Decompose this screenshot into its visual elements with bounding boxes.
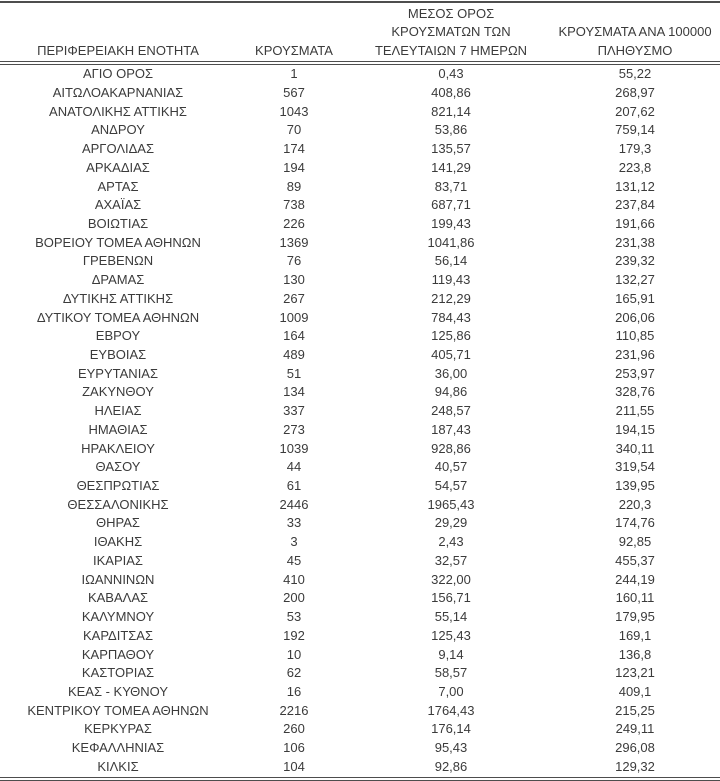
cell-per100k: 207,62: [615, 103, 655, 119]
cell-region: ΖΑΚΥΝΘΟΥ: [82, 384, 154, 400]
table-row: [0, 739, 720, 758]
cell-avg7: 135,57: [431, 141, 471, 157]
table-row: [0, 290, 720, 309]
cell-per100k: 131,12: [615, 178, 655, 194]
table-row: [0, 159, 720, 178]
cell-avg7: 322,00: [431, 571, 471, 587]
cell-per100k: 409,1: [618, 683, 652, 699]
cell-avg7: 125,43: [431, 627, 471, 643]
cell-cases: 76: [286, 253, 302, 269]
column-header-per100k: [550, 2, 720, 63]
cell-cases: 410: [283, 571, 305, 587]
cell-cases: 10: [286, 646, 302, 662]
cell-region: ΕΥΡΥΤΑΝΙΑΣ: [77, 365, 159, 381]
cell-cases: 44: [286, 459, 302, 475]
cell-avg7: 1965,43: [427, 496, 475, 512]
cell-region: ΑΝΑΤΟΛΙΚΗΣ ΑΤΤΙΚΗΣ: [49, 103, 187, 119]
cell-avg7: 405,71: [431, 347, 471, 362]
cell-avg7: 187,43: [431, 421, 471, 437]
column-header-line: ΚΡΟΥΣΜΑΤΑ ΑΝΑ 100000: [558, 24, 712, 40]
table-row: [0, 758, 720, 779]
table-row: [0, 215, 720, 234]
cell-per100k: 179,3: [618, 141, 652, 157]
cell-per100k: 194,15: [615, 421, 655, 437]
cell-per100k: 110,85: [615, 328, 655, 344]
cell-cases: 89: [286, 178, 302, 194]
cell-per100k: 211,55: [615, 403, 655, 419]
cell-per100k: 174,76: [615, 515, 655, 531]
cell-region: ΔΥΤΙΚΗΣ ΑΤΤΙΚΗΣ: [62, 290, 174, 306]
table-row: [0, 664, 720, 683]
cell-avg7: 784,43: [431, 309, 471, 325]
cell-region: ΔΡΑΜΑΣ: [91, 272, 145, 288]
cell-cases: 3: [290, 534, 298, 550]
cell-per100k: 328,76: [615, 384, 655, 400]
cell-avg7: 92,86: [352, 758, 550, 779]
cell-cases: 337: [283, 403, 305, 419]
cell-per100k: 55,22: [618, 66, 652, 82]
cell-cases: 33: [286, 515, 302, 531]
cell-region: ΑΧΑΪΑΣ: [94, 197, 142, 213]
table-row: [0, 533, 720, 552]
cell-region: ΑΙΤΩΛΟΑΚΑΡΝΑΝΙΑΣ: [52, 84, 184, 100]
table-row: [0, 421, 720, 440]
cell-per100k: 249,11: [615, 721, 655, 737]
cell-avg7: 7,00: [438, 683, 464, 699]
cell-region: ΗΡΑΚΛΕΙΟΥ: [81, 440, 155, 456]
cell-region: ΚΑΣΤΟΡΙΑΣ: [81, 665, 155, 681]
table-row: [0, 571, 720, 590]
cell-cases: 104: [236, 758, 352, 779]
cell-per100k: 123,21: [615, 665, 655, 681]
cell-per100k: 231,96: [615, 347, 655, 362]
cell-cases: 194: [283, 159, 305, 175]
cell-per100k: 206,06: [615, 309, 655, 325]
cell-cases: 130: [283, 272, 305, 288]
cell-cases: 1369: [279, 234, 309, 250]
cell-region: ΚΑΒΑΛΑΣ: [87, 590, 149, 606]
table-row: [0, 720, 720, 739]
cell-cases: 1: [290, 66, 298, 82]
table-row: [0, 140, 720, 159]
cell-per100k: 237,84: [615, 197, 655, 213]
table-row: [0, 309, 720, 328]
cell-region: ΚΕΝΤΡΙΚΟΥ ΤΟΜΕΑ ΑΘΗΝΩΝ: [27, 702, 209, 718]
cell-avg7: 141,29: [431, 159, 471, 175]
table-row: [0, 103, 720, 122]
cell-cases: 174: [283, 141, 305, 157]
table-row: [0, 627, 720, 646]
cell-cases: 61: [286, 478, 302, 494]
column-header-line: ΠΛΗΘΥΣΜΟ: [597, 42, 673, 58]
cell-avg7: 36,00: [434, 365, 468, 381]
cell-cases: 226: [283, 215, 305, 231]
cell-per100k: 340,11: [615, 440, 655, 456]
cell-per100k: 92,85: [618, 534, 652, 550]
column-header-line: ΜΕΣΟΣ ΟΡΟΣ: [407, 6, 495, 21]
table-row: [0, 63, 720, 84]
cell-avg7: 176,14: [431, 721, 471, 737]
cell-cases: 2216: [279, 702, 309, 718]
cell-cases: 16: [286, 683, 302, 699]
column-header-avg7: [352, 2, 550, 63]
table-row: [0, 196, 720, 215]
cell-cases: 1039: [279, 440, 309, 456]
table-body: [0, 63, 720, 778]
cell-cases: 53: [286, 609, 302, 625]
cell-per100k: 132,27: [615, 272, 655, 288]
table-row: [0, 84, 720, 103]
cell-region: ΚΕΑΣ - ΚΥΘΝΟΥ: [67, 683, 169, 699]
table-row: [0, 646, 720, 665]
cell-cases: 273: [283, 421, 305, 437]
table-row: [0, 458, 720, 477]
cell-cases: 51: [286, 365, 302, 381]
cell-region: ΓΡΕΒΕΝΩΝ: [82, 253, 154, 269]
cell-cases: 45: [286, 552, 302, 568]
cell-region: ΔΥΤΙΚΟΥ ΤΟΜΕΑ ΑΘΗΝΩΝ: [36, 309, 200, 325]
column-header-line: ΠΕΡΙΦΕΡΕΙΑΚΗ ΕΝΟΤΗΤΑ: [37, 42, 199, 58]
cell-region: ΚΕΡΚΥΡΑΣ: [84, 721, 152, 737]
cell-cases: 164: [283, 328, 305, 344]
cell-avg7: 56,14: [434, 253, 468, 269]
cell-cases: 738: [283, 197, 305, 213]
cell-per100k: 319,54: [615, 459, 655, 475]
cell-per100k: 129,32: [550, 758, 720, 779]
column-header-line: ΤΕΛΕΥΤΑΙΩΝ 7 ΗΜΕΡΩΝ: [374, 42, 528, 58]
cell-per100k: 253,97: [615, 365, 655, 381]
cell-region: ΑΝΔΡΟΥ: [91, 122, 145, 138]
cell-avg7: 199,43: [431, 215, 471, 231]
cell-per100k: 191,66: [615, 215, 655, 231]
cell-cases: 267: [283, 290, 305, 306]
cell-region: ΙΘΑΚΗΣ: [93, 534, 143, 550]
cell-per100k: 139,95: [615, 478, 655, 494]
cell-region: ΕΥΒΟΙΑΣ: [89, 347, 147, 362]
column-header-line: ΚΡΟΥΣΜΑΤΩΝ ΤΩΝ: [391, 24, 511, 40]
cell-cases: 260: [283, 721, 305, 737]
cell-region: ΘΗΡΑΣ: [96, 515, 140, 531]
cell-cases: 1043: [279, 103, 309, 119]
cell-per100k: 244,19: [615, 571, 655, 587]
table-row: [0, 477, 720, 496]
cell-avg7: 156,71: [431, 590, 471, 606]
cell-avg7: 29,29: [434, 515, 468, 531]
cell-per100k: 239,32: [615, 253, 655, 269]
table-row: [0, 702, 720, 721]
cell-avg7: 94,86: [434, 384, 468, 400]
cell-per100k: 136,8: [618, 646, 652, 662]
cell-per100k: 215,25: [615, 702, 655, 718]
cell-per100k: 231,38: [615, 234, 655, 250]
table-row: [0, 589, 720, 608]
column-header-line: ΚΡΟΥΣΜΑΤΑ: [255, 42, 333, 58]
cell-region: ΒΟΡΕΙΟΥ ΤΟΜΕΑ ΑΘΗΝΩΝ: [35, 234, 201, 250]
cell-avg7: 58,57: [434, 665, 468, 681]
table-row: [0, 496, 720, 515]
table-row: [0, 178, 720, 197]
cell-cases: 489: [283, 347, 305, 362]
table-row: [0, 440, 720, 459]
cell-region: ΘΕΣΠΡΩΤΙΑΣ: [76, 478, 160, 494]
cell-avg7: 1764,43: [427, 702, 475, 718]
table-row: [0, 608, 720, 627]
cell-cases: 70: [286, 122, 302, 138]
cell-cases: 2446: [279, 496, 309, 512]
cell-region: ΕΒΡΟΥ: [95, 328, 141, 344]
cell-per100k: 179,95: [615, 609, 655, 625]
table-row: [0, 383, 720, 402]
cell-avg7: 0,43: [438, 66, 464, 82]
table-row: [0, 271, 720, 290]
cell-avg7: 55,14: [434, 609, 468, 625]
cell-avg7: 408,86: [431, 84, 471, 100]
cell-region: ΙΩΑΝΝΙΝΩΝ: [81, 571, 155, 587]
cell-avg7: 9,14: [438, 646, 464, 662]
table-row: [0, 402, 720, 421]
cell-cases: 567: [283, 84, 305, 100]
cell-region: ΗΛΕΙΑΣ: [94, 403, 142, 419]
cell-avg7: 125,86: [431, 328, 471, 344]
cell-per100k: 165,91: [615, 290, 655, 306]
column-header-cases: [236, 2, 352, 63]
cell-cases: 62: [286, 665, 302, 681]
cell-region: ΚΑΛΥΜΝΟΥ: [81, 609, 155, 625]
cell-cases: 192: [283, 627, 305, 643]
table-row: [0, 121, 720, 140]
cell-cases: 200: [283, 590, 305, 606]
column-header-region: [0, 2, 236, 63]
cell-region: ΘΑΣΟΥ: [95, 459, 141, 475]
table-row: [0, 552, 720, 571]
header-row: [0, 2, 720, 63]
cell-per100k: 268,97: [615, 84, 655, 100]
cell-region: ΚΙΛΚΙΣ: [0, 758, 236, 779]
cell-region: ΑΓΙΟ ΟΡΟΣ: [82, 66, 154, 82]
table-row: [0, 252, 720, 271]
cell-region: ΚΑΡΠΑΘΟΥ: [81, 646, 155, 662]
cell-per100k: 455,37: [615, 552, 655, 568]
cell-region: ΑΡΓΟΛΙΔΑΣ: [81, 141, 155, 157]
cell-region: ΙΚΑΡΙΑΣ: [93, 552, 143, 568]
cell-region: ΗΜΑΘΙΑΣ: [88, 421, 148, 437]
cell-avg7: 687,71: [431, 197, 471, 213]
cell-avg7: 212,29: [431, 290, 471, 306]
table-row: [0, 346, 720, 365]
cell-region: ΚΑΡΔΙΤΣΑΣ: [82, 627, 154, 643]
cell-region: ΚΕΦΑΛΛΗΝΙΑΣ: [71, 740, 165, 756]
cell-per100k: 169,1: [618, 627, 652, 643]
table-header: [0, 2, 720, 63]
cell-avg7: 95,43: [434, 740, 468, 756]
cell-region: ΑΡΤΑΣ: [97, 178, 139, 194]
regional-cases-table: [0, 1, 720, 781]
cell-cases: 134: [283, 384, 305, 400]
cell-per100k: 220,3: [618, 496, 652, 512]
cell-per100k: 160,11: [615, 590, 655, 606]
cell-cases: 1009: [279, 309, 309, 325]
cell-avg7: 821,14: [431, 103, 471, 119]
cell-region: ΒΟΙΩΤΙΑΣ: [87, 215, 149, 231]
cell-avg7: 2,43: [438, 534, 464, 550]
table-row: [0, 514, 720, 533]
cell-avg7: 54,57: [434, 478, 468, 494]
cell-region: ΑΡΚΑΔΙΑΣ: [86, 159, 150, 175]
cell-avg7: 248,57: [431, 403, 471, 419]
table-row: [0, 327, 720, 346]
cell-avg7: 83,71: [434, 178, 468, 194]
cell-per100k: 759,14: [615, 122, 655, 138]
table-row: [0, 683, 720, 702]
cell-per100k: 223,8: [618, 159, 652, 175]
cell-avg7: 53,86: [434, 122, 468, 138]
cell-region: ΘΕΣΣΑΛΟΝΙΚΗΣ: [67, 496, 169, 512]
cell-avg7: 32,57: [434, 552, 468, 568]
cell-avg7: 928,86: [431, 440, 471, 456]
cell-avg7: 119,43: [431, 272, 471, 288]
table-row: [0, 365, 720, 384]
cell-avg7: 40,57: [434, 459, 468, 475]
cell-per100k: 296,08: [615, 740, 655, 756]
table-row: [0, 234, 720, 253]
cell-avg7: 1041,86: [427, 234, 475, 250]
cell-cases: 106: [283, 740, 305, 756]
